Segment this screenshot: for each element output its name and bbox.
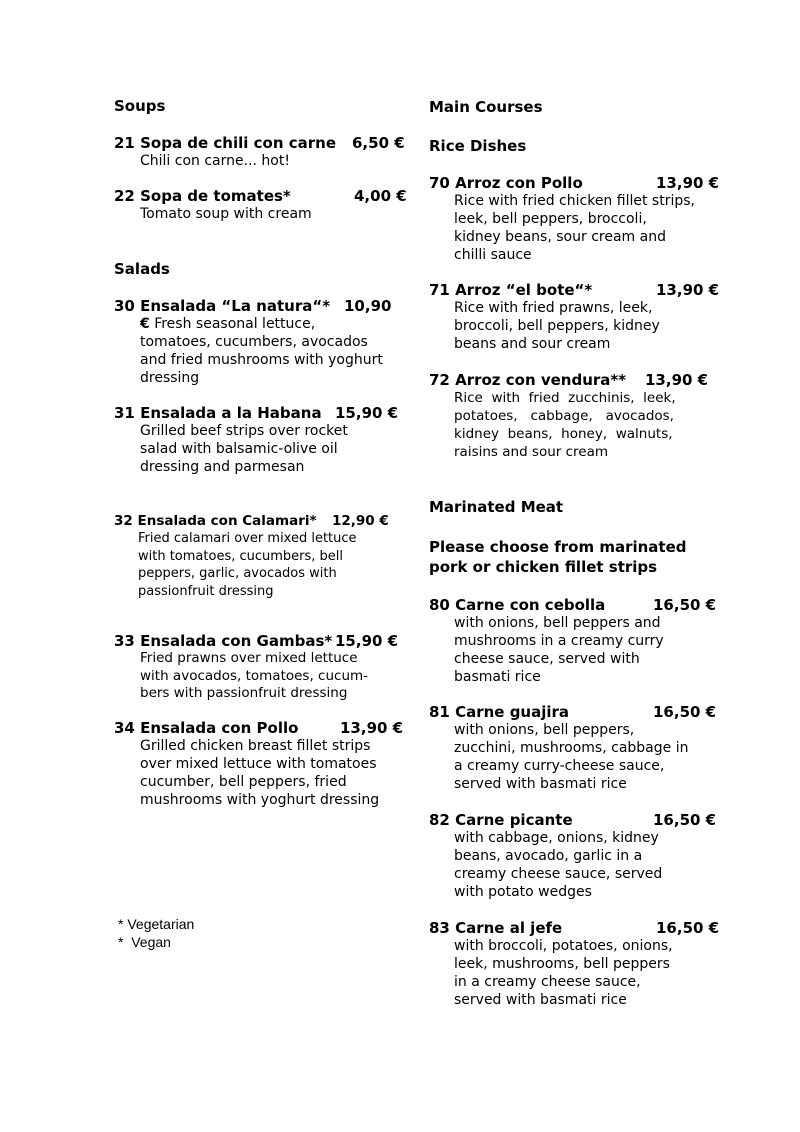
item-price: 16,50 €	[656, 919, 720, 937]
item-price: 12,90 €	[332, 513, 389, 529]
item-description: Chili con carne... hot!	[140, 153, 290, 169]
item-description: Tomato soup with cream	[140, 206, 312, 222]
menu-item-32	[114, 512, 409, 600]
item-price: 13,90 €	[656, 174, 720, 192]
menu-item-30	[114, 297, 409, 387]
menu-item-33	[114, 632, 409, 703]
item-name: 83 Carne al jefe	[429, 919, 563, 937]
item-name: 71 Arroz “el bote“*	[429, 281, 593, 299]
item-description: Grilled beef strips over rocket salad with balsamic-olive oil dressing and parmesan	[140, 423, 348, 475]
item-name: 21 Sopa de chili con carne	[114, 134, 336, 152]
menu-item-82	[429, 811, 729, 901]
item-description: Grilled chicken breast fillet strips over mixed lettuce with tomatoes cucumber, bell peppers, fried mushrooms with yoghurt dressing	[140, 738, 380, 808]
salads-heading: Salads	[114, 260, 170, 278]
menu-item-83	[429, 919, 729, 1009]
item-description: with onions, bell peppers and mushrooms in a creamy curry cheese sauce, served with basmati rice	[454, 615, 664, 685]
menu-item-71	[429, 281, 729, 353]
item-price: 13,90 €	[340, 719, 404, 737]
item-price: 6,50 €	[352, 134, 405, 152]
menu-item-80	[429, 596, 729, 686]
item-description: Rice with fried prawns, leek, broccoli, bell peppers, kidney beans and sour cream	[454, 300, 660, 352]
main-courses-heading: Main Courses	[429, 98, 543, 116]
menu-item-70	[429, 174, 729, 264]
item-description: Fried calamari over mixed lettuce with tomatoes, cucumbers, bell peppers, garlic, avocados with passionfruit dressing	[138, 531, 357, 599]
item-price: 16,50 €	[653, 596, 717, 614]
item-name: 80 Carne con cebolla	[429, 596, 606, 614]
item-price: 15,90 €	[335, 404, 399, 422]
item-description: with cabbage, onions, kidney beans, avocado, garlic in a creamy cheese sauce, served with potato wedges	[454, 830, 663, 900]
item-name: 30 Ensalada “La natura“*	[114, 297, 331, 315]
item-price: 13,90 €	[645, 371, 709, 389]
item-name: 70 Arroz con Pollo	[429, 174, 583, 192]
menu-item-22	[114, 187, 409, 223]
item-price: 10,90	[344, 297, 392, 315]
item-description: € Fresh seasonal lettuce, tomatoes, cucumbers, avocados and fried mushrooms with yoghurt dressing	[140, 316, 383, 386]
footnote-vegetarian: * Vegetarian	[118, 916, 195, 932]
meat-choice-note: Please choose from marinated pork or chicken fillet strips	[429, 538, 687, 576]
item-price: 4,00 €	[354, 187, 407, 205]
menu-item-21	[114, 134, 409, 170]
item-name: 31 Ensalada a la Habana	[114, 404, 322, 422]
menu-item-81	[429, 703, 729, 793]
item-description: with onions, bell peppers, zucchini, mushrooms, cabbage in a creamy curry-cheese sauce, served with basmati rice	[454, 722, 689, 792]
menu-item-31	[114, 404, 409, 476]
rice-dishes-heading: Rice Dishes	[429, 137, 527, 155]
menu-item-34	[114, 719, 409, 809]
item-name: 22 Sopa de tomates*	[114, 187, 291, 205]
euro-sign: €	[140, 316, 150, 332]
item-description: with broccoli, potatoes, onions, leek, mushrooms, bell peppers in a creamy cheese sauce, served with basmati rice	[454, 938, 673, 1008]
marinated-meat-heading: Marinated Meat	[429, 498, 564, 516]
item-name: 34 Ensalada con Pollo	[114, 719, 299, 737]
item-name: 32 Ensalada con Calamari*	[114, 513, 317, 529]
item-description: Rice with fried zucchinis, leek, potatoes, cabbage, avocados, kidney beans, honey, walnuts, raisins and sour cream	[454, 390, 676, 460]
item-name: 82 Carne picante	[429, 811, 573, 829]
item-name: 81 Carne guajira	[429, 703, 570, 721]
item-description: Rice with fried chicken fillet strips, leek, bell peppers, broccoli, kidney beans, sour cream and chilli sauce	[454, 193, 695, 263]
item-description: Fried prawns over mixed lettuce with avocados, tomatoes, cucum- bers with passionfruit dressing	[140, 650, 369, 701]
item-price: 13,90 €	[656, 281, 720, 299]
item-price: 16,50 €	[653, 703, 717, 721]
soups-heading: Soups	[114, 97, 166, 115]
item-name: 33 Ensalada con Gambas*	[114, 632, 333, 650]
footnote-vegan: * Vegan	[118, 934, 171, 950]
item-price: 16,50 €	[653, 811, 717, 829]
item-price: 15,90 €	[335, 632, 399, 650]
item-name: 72 Arroz con vendura**	[429, 371, 627, 389]
menu-item-72	[429, 371, 729, 461]
